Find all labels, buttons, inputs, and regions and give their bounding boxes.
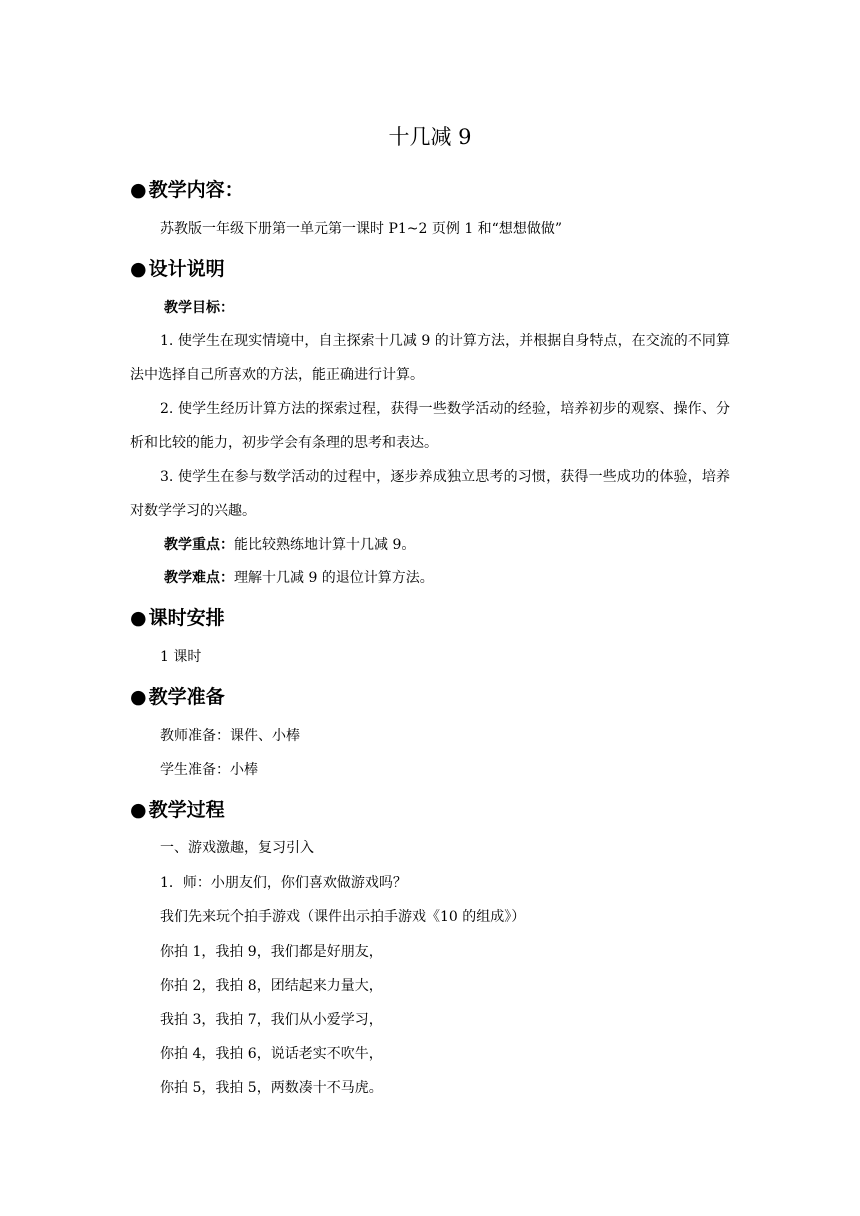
- process-line: 1．师：小朋友们，你们喜欢做游戏吗？: [160, 875, 407, 891]
- goals-label: 教学目标：: [164, 300, 234, 316]
- bullet-icon: ●: [130, 179, 147, 201]
- goal-item: 3. 使学生在参与数学活动的过程中，逐步养成独立思考的习惯，获得一些成功的体验，培养对数学学习的兴趣。: [130, 469, 730, 519]
- key-point-text: 能比较熟练地计算十几减 9。: [234, 537, 416, 553]
- section-heading-preparation: [130, 684, 225, 710]
- goal-item: 1. 使学生在现实情境中，自主探索十几减 9 的计算方法，并根据自身特点，在交流的不同算法中选择自己所喜欢的方法，能正确进行计算。: [130, 333, 730, 383]
- process-line: 你拍 1，我拍 9，我们都是好朋友，: [160, 944, 383, 960]
- heading-text: 教学过程: [148, 799, 225, 821]
- section-heading-content: [130, 177, 244, 203]
- bullet-icon: ●: [130, 799, 147, 821]
- key-point-label: 教学重点：: [164, 537, 234, 553]
- content-text: 苏教版一年级下册第一单元第一课时 P1~2 页例 1 和“想想做做”: [160, 221, 562, 237]
- difficulty-point: [164, 568, 434, 588]
- document-title: 十几减 9: [388, 125, 472, 149]
- bullet-icon: ●: [130, 686, 147, 708]
- process-line: 我们先来玩个拍手游戏（课件出示拍手游戏《10 的组成》）: [160, 909, 526, 925]
- process-line: 你拍 5，我拍 5，两数凑十不马虎。: [160, 1080, 383, 1096]
- teacher-preparation: 教师准备：课件、小棒: [160, 728, 300, 744]
- heading-text: 设计说明: [148, 258, 225, 280]
- difficulty-label: 教学难点：: [164, 570, 234, 586]
- heading-text: 教学准备: [148, 686, 225, 708]
- bullet-icon: ●: [130, 258, 147, 280]
- process-line: 我拍 3，我拍 7，我们从小爱学习，: [160, 1012, 383, 1028]
- key-point: [164, 535, 415, 555]
- bullet-icon: ●: [130, 607, 147, 629]
- process-line: 一、游戏激趣，复习引入: [160, 840, 314, 856]
- section-heading-process: [130, 797, 225, 823]
- schedule-text: 1 课时: [160, 649, 202, 665]
- goal-item: 2. 使学生经历计算方法的探索过程，获得一些数学活动的经验，培养初步的观察、操作、分析和比较的能力，初步学会有条理的思考和表达。: [130, 401, 730, 451]
- process-line: 你拍 2，我拍 8，团结起来力量大，: [160, 978, 383, 994]
- heading-text: 课时安排: [148, 607, 225, 629]
- student-preparation: 学生准备：小棒: [160, 762, 258, 778]
- process-line: 你拍 4，我拍 6，说话老实不吹牛，: [160, 1046, 383, 1062]
- section-heading-schedule: [130, 605, 225, 631]
- difficulty-text: 理解十几减 9 的退位计算方法。: [234, 570, 434, 586]
- section-heading-design: [130, 256, 225, 282]
- heading-text: 教学内容：: [148, 179, 244, 201]
